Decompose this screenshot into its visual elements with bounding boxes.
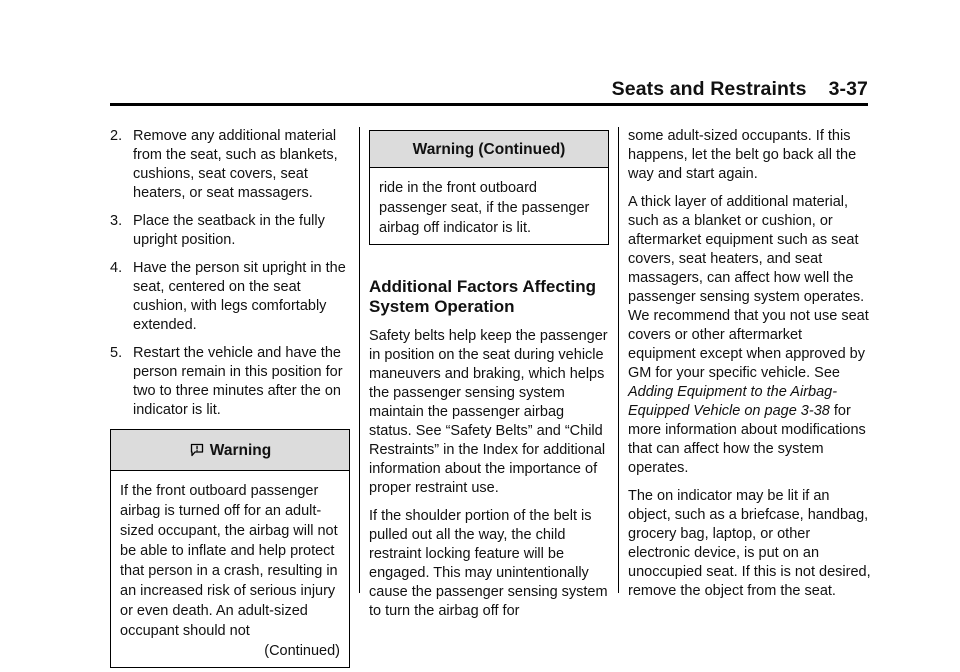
step-number: 3. [110, 213, 123, 229]
step-item [110, 212, 350, 250]
paragraph-text: A thick layer of additional material, such as a blanket or cushion, or aftermarket equipment such as seat covers, seat heaters, and seat massagers, can affect how well the passenger sensing system operates. We recommend that you not use seat covers or other aftermarket equipment except when approved by GM for your specific vehicle. See [628, 194, 869, 381]
step-item [110, 344, 350, 420]
column-1 [110, 127, 350, 668]
step-number: 4. [110, 260, 123, 276]
paragraph: some adult-sized occupants. If this happens, let the belt go back all the way and start again. [628, 128, 857, 182]
step-text: Remove any additional material from the seat, such as blankets, cushions, seat covers, seat heaters, or seat massagers. [133, 128, 338, 201]
step-item [110, 127, 350, 203]
step-text: Place the seatback in the fully upright position. [133, 213, 325, 248]
column-3 [628, 127, 872, 610]
page-number: 3-37 [828, 78, 868, 100]
warning-header [111, 430, 349, 471]
step-text: Restart the vehicle and have the person remain in this position for two to three minutes after the on indicator is lit. [133, 345, 343, 418]
step-number: 5. [110, 345, 123, 361]
paragraph: The on indicator may be lit if an object, such as a briefcase, handbag, grocery bag, laptop, or other electronic device, is put on an unoccupied seat. If this is not desired, remove the object from the seat. [628, 488, 871, 599]
column-divider [618, 127, 619, 593]
paragraph: Safety belts help keep the passenger in position on the seat during vehicle maneuvers and braking, which helps the passenger sensing system maintain the passenger airbag status. See “Safety Belts” and “Child Restraints” in the Index for additional information about the importance of proper restraint use. [369, 328, 608, 496]
warning-title: Warning [209, 441, 272, 459]
section-title-header: Seats and Restraints [611, 78, 807, 100]
step-list [110, 127, 350, 420]
continued-label: (Continued) [264, 643, 340, 659]
column-2 [369, 127, 609, 630]
warning-box [110, 429, 350, 668]
warning-continued-header [370, 131, 608, 168]
cross-reference-link[interactable]: Adding Equipment to the Airbag-Equipped Vehicle on page 3-38 [628, 384, 838, 419]
step-number: 2. [110, 128, 123, 144]
warning-body [111, 471, 349, 667]
paragraph-text: for more information about modifications that can affect how the system operates. [628, 403, 866, 476]
paragraph [628, 193, 872, 478]
warning-text: If the front outboard passenger airbag is turned off for an adult-sized occupant, the airbag will not be able to inflate and help protect that person in a crash, resulting in an increased risk of serious injury or even death. An adult-sized occupant should not [120, 483, 338, 639]
page-header [612, 78, 868, 101]
warning-icon [189, 442, 205, 458]
paragraph: If the shoulder portion of the belt is pulled out all the way, the child restraint locking feature will be engaged. This may unintentionally cause the passenger sensing system to turn the airbag off for [369, 508, 608, 619]
step-text: Have the person sit upright in the seat, centered on the seat cushion, with legs comfortably extended. [133, 260, 346, 333]
section-heading: Additional Factors Affecting System Operation [369, 277, 596, 316]
warning-continued-title: Warning (Continued) [412, 140, 566, 158]
step-item [110, 259, 350, 335]
warning-continued-body: ride in the front outboard passenger seat, if the passenger airbag off indicator is lit. [379, 180, 590, 236]
warning-continued-box [369, 130, 609, 245]
column-divider [359, 127, 360, 593]
header-rule [110, 103, 868, 106]
